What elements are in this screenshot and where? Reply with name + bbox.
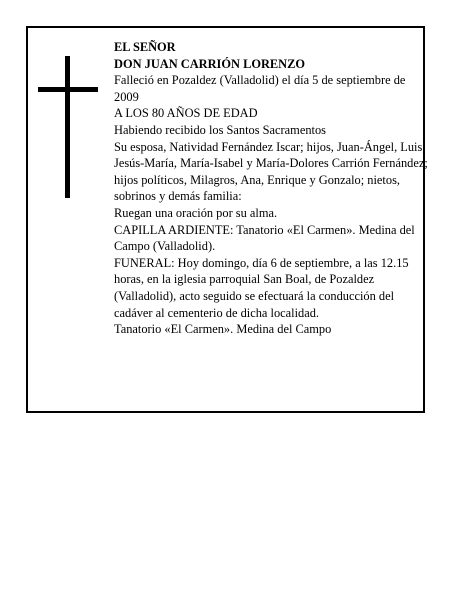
cross-vertical-bar xyxy=(65,56,70,198)
death-statement: Falleció en Pozaldez (Valladolid) el día 5 de septiembre de 2009 xyxy=(114,73,406,104)
chapel-info: CAPILLA ARDIENTE: Tanatorio «El Carmen». Medina del Campo (Valladolid). xyxy=(114,222,415,254)
family-list: Su esposa, Natividad Fernández Iscar; hijos, Juan-Ángel, Luis, Jesús-María, María-Isabel y María-Dolores Carrión Fernández; hijos políticos, Milagros, Ana, Enrique y Gonzalo; nietos, sobrinos y demás familia: xyxy=(114,139,428,204)
funeral-home-footer: Tanatorio «El Carmen». Medina del Campo xyxy=(114,322,332,337)
deceased-name: DON JUAN CARRIÓN LORENZO xyxy=(114,56,306,71)
cross-icon xyxy=(38,56,98,198)
funeral-info: FUNERAL: Hoy domingo, día 6 de septiembre, a las 12.15 horas, en la iglesia parroquial San Boal, de Pozaldez (Valladolid), acto seguido se efectuará la conducción del cadáver al cementerio de dicha localidad. xyxy=(114,255,409,320)
notice-title: EL SEÑOR xyxy=(114,40,176,54)
age-statement: A LOS 80 AÑOS DE EDAD xyxy=(114,106,258,121)
sacraments-statement: Habiendo recibido los Santos Sacramentos xyxy=(114,122,326,137)
prayer-request: Ruegan una oración por su alma. xyxy=(114,205,278,220)
cross-horizontal-bar xyxy=(38,87,98,92)
obituary-text xyxy=(114,39,430,338)
